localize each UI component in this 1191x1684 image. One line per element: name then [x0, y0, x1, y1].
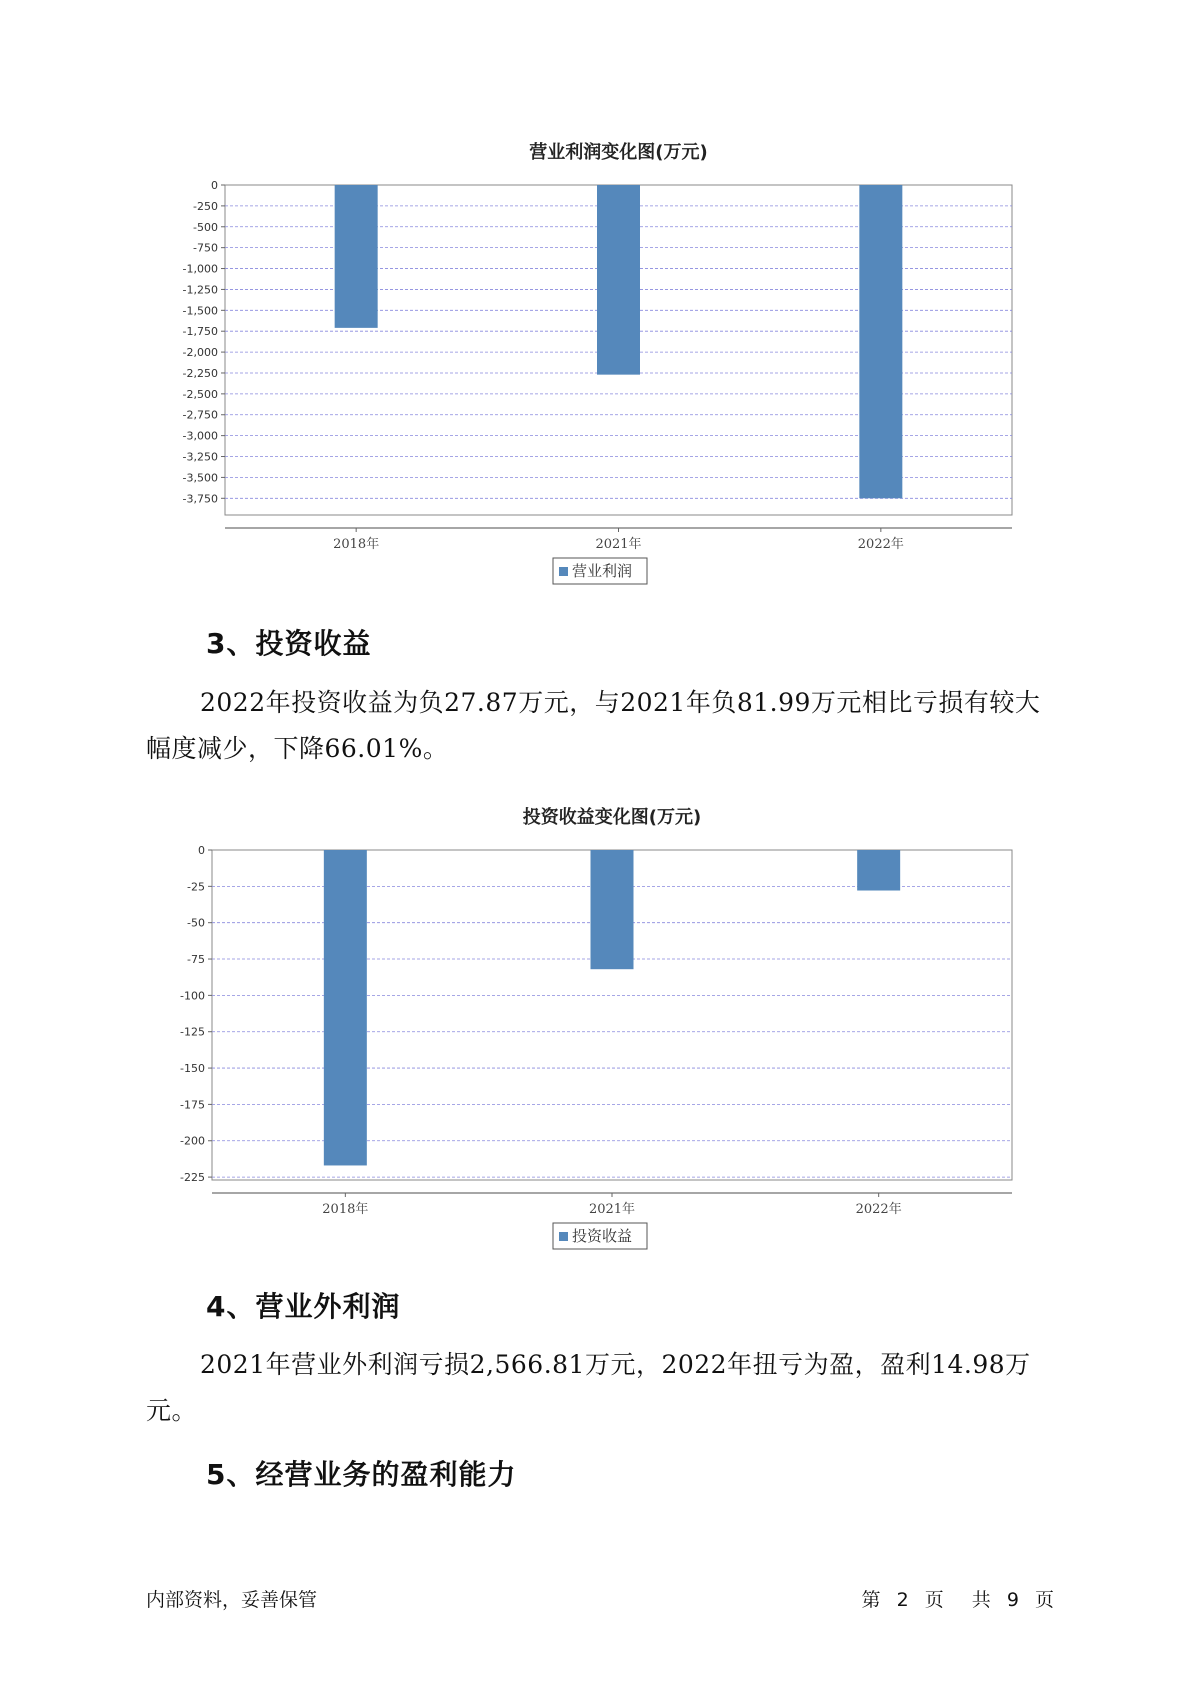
y-tick-label: 0 — [211, 179, 218, 192]
page-prefix: 第 — [861, 1589, 881, 1611]
section-3-paragraph: 2022年投资收益为负27.87万元，与2021年负81.99万元相比亏损有较大幅度减少，下降66.01%。 — [146, 688, 1041, 763]
chart-title: 营业利润变化图(万元) — [529, 142, 708, 163]
investment-income-chart-svg — [0, 795, 1191, 1265]
y-tick-label: -25 — [187, 880, 205, 894]
y-tick-label: 0 — [198, 844, 205, 857]
section-3-heading: 3、投资收益 — [206, 627, 372, 660]
investment-income-chart — [0, 795, 1191, 1265]
y-tick-label: -250 — [193, 199, 218, 213]
legend-swatch — [559, 567, 568, 576]
y-tick-label: -75 — [187, 953, 205, 967]
legend-swatch — [559, 1232, 568, 1241]
y-tick-label: -100 — [180, 989, 205, 1003]
section-4-paragraph: 2021年营业外利润亏损2,566.81万元，2022年扭亏为盈，盈利14.98万元。 — [146, 1350, 1031, 1425]
y-tick-label: -3,750 — [182, 492, 218, 506]
page-mid: 页 — [924, 1589, 944, 1611]
y-tick-label: -2,500 — [182, 387, 218, 401]
x-tick-label: 2021年 — [588, 1202, 636, 1217]
y-tick-label: -2,000 — [182, 346, 218, 360]
bar — [857, 850, 900, 891]
y-tick-label: -2,750 — [182, 408, 218, 422]
y-tick-label: -175 — [180, 1098, 205, 1112]
y-tick-label: -3,500 — [182, 471, 218, 485]
bar — [597, 185, 640, 375]
y-tick-label: -3,000 — [182, 429, 218, 443]
total-suffix: 页 — [1034, 1589, 1054, 1611]
bar — [324, 850, 367, 1165]
section-5-heading: 5、经营业务的盈利能力 — [206, 1458, 517, 1491]
total-prefix: 共 — [971, 1589, 991, 1611]
y-tick-label: -1,000 — [182, 262, 218, 276]
x-tick-label: 2022年 — [855, 1202, 902, 1217]
legend-label: 投资收益 — [572, 1227, 633, 1245]
y-tick-label: -50 — [187, 916, 205, 930]
section-4-heading: 4、营业外利润 — [206, 1290, 401, 1323]
bar — [335, 185, 378, 328]
operating-profit-chart — [0, 130, 1191, 600]
y-tick-label: -1,500 — [182, 304, 218, 318]
y-tick-label: -200 — [180, 1134, 205, 1148]
footer-confidential-note: 内部资料，妥善保管 — [146, 1589, 318, 1611]
x-tick-label: 2021年 — [595, 537, 642, 552]
y-tick-label: -1,250 — [182, 283, 218, 297]
y-tick-label: -125 — [180, 1025, 205, 1039]
bar — [591, 850, 634, 969]
y-tick-label: -225 — [180, 1171, 205, 1185]
y-tick-label: -2,250 — [182, 366, 218, 380]
x-tick-label: 2022年 — [857, 537, 904, 552]
y-tick-label: -150 — [180, 1062, 205, 1076]
page-number: 2 — [896, 1589, 909, 1611]
operating-profit-chart-svg — [0, 130, 1191, 600]
y-tick-label: -500 — [193, 220, 218, 234]
bar — [859, 185, 902, 498]
legend-label: 营业利润 — [572, 562, 633, 580]
chart-title: 投资收益变化图(万元) — [522, 807, 702, 828]
x-tick-label: 2018年 — [333, 537, 380, 552]
y-tick-label: -750 — [193, 241, 218, 255]
total-pages: 9 — [1006, 1589, 1019, 1611]
footer-page-indicator — [862, 1585, 1054, 1612]
y-tick-label: -3,250 — [182, 450, 218, 464]
y-tick-label: -1,750 — [182, 325, 218, 339]
x-tick-label: 2018年 — [322, 1202, 369, 1217]
